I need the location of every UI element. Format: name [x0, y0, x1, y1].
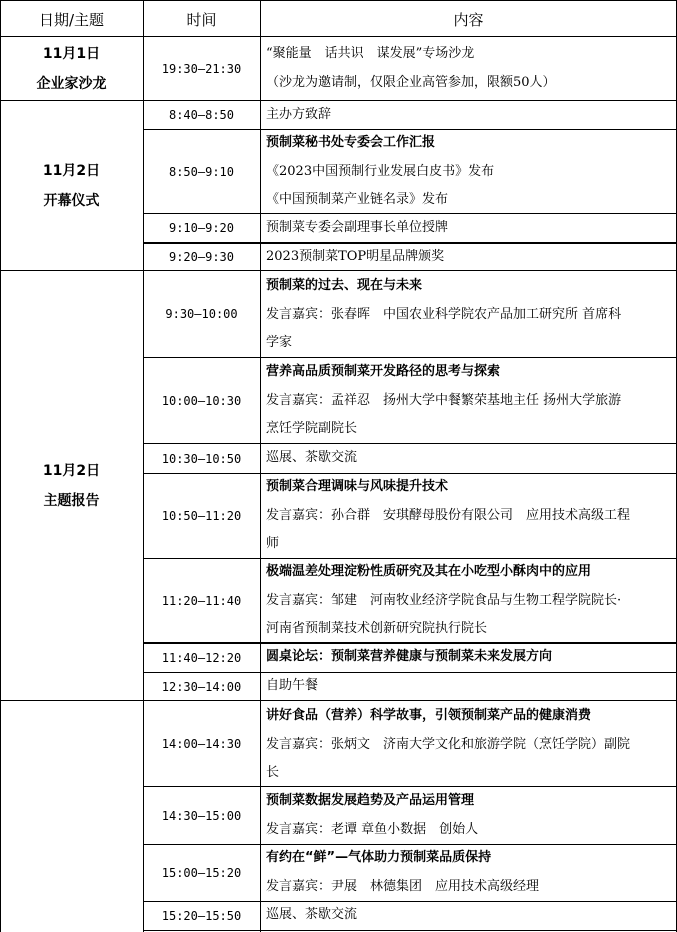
time-cell: 8:50–9:10 — [168, 164, 235, 179]
grid-line — [260, 0, 261, 932]
content-line: 预制菜专委会副理事长单位授牌 — [266, 220, 449, 235]
grid-line — [143, 844, 677, 845]
content-cell — [266, 643, 672, 672]
content-line: 发言嘉宾：孟祥忍 扬州大学中餐繁荣基地主任 扬州大学旅游 — [266, 392, 622, 408]
content-cell — [266, 787, 672, 844]
time-cell: 9:20–9:30 — [168, 250, 235, 264]
content-title: 营养高品质预制菜开发路径的思考与探索 — [266, 364, 501, 379]
content-cell — [266, 473, 672, 559]
content-line: 《2023中国预制行业发展白皮书》发布 — [266, 163, 495, 179]
grid-line — [0, 36, 677, 37]
content-cell — [266, 243, 672, 272]
grid-line — [143, 473, 677, 474]
content-title: 圆桌论坛：预制菜营养健康与预制菜未来发展方向 — [266, 649, 553, 664]
content-line: 发言嘉宾：邹建 河南牧业经济学院食品与生物工程学院院长· — [266, 592, 622, 608]
content-cell — [266, 672, 672, 701]
grid-line — [143, 357, 677, 358]
time-cell: 19:30–21:30 — [161, 61, 242, 76]
content-line: 自助午餐 — [266, 678, 319, 693]
date-theme: 企业家沙龙 — [36, 75, 107, 92]
time-cell: 10:30–10:50 — [161, 451, 242, 466]
time-cell: 15:20–15:50 — [161, 909, 242, 923]
content-title: 预制菜数据发展趋势及产品运用管理 — [266, 793, 475, 808]
content-line: 发言嘉宾：尹展 林德集团 应用技术高级经理 — [266, 878, 540, 894]
date-group-empty — [0, 701, 143, 932]
date-day: 11月2日 — [42, 162, 101, 179]
content-cell — [266, 272, 672, 358]
content-title: 预制菜秘书处专委会工作汇报 — [266, 135, 436, 150]
content-line: “聚能量 话共识 谋发展”专场沙龙 — [266, 46, 475, 61]
grid-line — [143, 930, 677, 931]
time-cell: 9:10–9:20 — [168, 221, 235, 235]
content-line: 《中国预制菜产业链名录》发布 — [266, 192, 449, 207]
time-cell: 11:40–12:20 — [161, 651, 242, 665]
content-line: 巡展、茶歇交流 — [266, 907, 358, 922]
date-theme: 开幕仪式 — [43, 192, 100, 209]
content-title: 讲好食品（营养）科学故事，引领预制菜产品的健康消费 — [266, 708, 592, 723]
content-line: 河南省预制菜技术创新研究院执行院长 — [266, 621, 488, 636]
time-cell: 8:40–8:50 — [168, 108, 235, 122]
grid-line — [143, 242, 677, 244]
header-date-theme: 日期/主题 — [38, 10, 105, 29]
content-cell — [266, 844, 672, 901]
content-cell — [266, 901, 672, 930]
grid-line — [143, 0, 144, 932]
grid-line — [0, 270, 677, 271]
grid-line — [143, 558, 677, 559]
date-group — [0, 271, 143, 700]
content-cell — [266, 40, 672, 97]
time-cell: 9:30–10:00 — [165, 307, 238, 321]
grid-line — [0, 700, 677, 701]
grid-line — [143, 443, 677, 444]
content-line: 学家 — [266, 335, 293, 350]
content-line: 2023预制菜TOP明星品牌颁奖 — [266, 249, 445, 264]
grid-line — [143, 129, 677, 130]
grid-line — [143, 901, 677, 902]
content-line: 长 — [266, 765, 280, 780]
content-cell — [266, 702, 672, 788]
content-line: 发言嘉宾：老谭 章鱼小数据 创始人 — [266, 821, 479, 837]
grid-line — [143, 642, 677, 644]
date-theme: 主题报告 — [43, 492, 100, 509]
time-cell: 12:30–14:00 — [161, 679, 242, 694]
time-cell: 10:50–11:20 — [161, 509, 242, 523]
header-time: 时间 — [186, 10, 217, 29]
content-cell — [266, 358, 672, 444]
date-day: 11月1日 — [42, 45, 101, 62]
content-title: 预制菜合理调味与风味提升技术 — [266, 479, 449, 494]
grid-line — [143, 213, 677, 214]
grid-line — [143, 672, 677, 673]
date-group — [0, 37, 143, 100]
content-cell — [266, 558, 672, 644]
grid-line — [0, 100, 677, 101]
header-content: 内容 — [453, 10, 484, 29]
content-title: 极端温差处理淀粉性质研究及其在小吃型小酥肉中的应用 — [266, 564, 592, 579]
content-line: 烹饪学院副院长 — [266, 421, 358, 436]
content-cell — [266, 214, 672, 243]
grid-line — [0, 0, 677, 1]
content-line: 巡展、茶歇交流 — [266, 450, 358, 465]
time-cell: 10:00–10:30 — [161, 393, 242, 408]
date-day: 11月2日 — [42, 462, 101, 479]
content-line: （沙龙为邀请制，仅限企业高管参加，限额50人） — [266, 74, 556, 90]
content-line: 发言嘉宾：张炳文 济南大学文化和旅游学院（烹饪学院）副院 — [266, 736, 631, 752]
content-title: 预制菜的过去、现在与未来 — [266, 278, 423, 293]
grid-line — [0, 0, 1, 932]
time-cell: 14:00–14:30 — [161, 736, 242, 751]
content-line: 发言嘉宾：张春晖 中国农业科学院农产品加工研究所 首席科 — [266, 306, 622, 322]
time-cell: 15:00–15:20 — [161, 866, 242, 880]
content-title: 有约在“鲜”—气体助力预制菜品质保持 — [266, 850, 492, 865]
content-cell — [266, 129, 672, 215]
content-line: 发言嘉宾：孙合群 安琪酵母股份有限公司 应用技术高级工程 — [266, 507, 631, 523]
date-group — [0, 101, 143, 270]
content-cell — [266, 444, 672, 473]
content-line: 师 — [266, 536, 280, 551]
content-cell — [266, 101, 672, 130]
time-cell: 14:30–15:00 — [161, 808, 242, 823]
time-cell: 11:20–11:40 — [161, 593, 242, 608]
grid-line — [143, 786, 677, 787]
content-line: 主办方致辞 — [266, 107, 332, 122]
